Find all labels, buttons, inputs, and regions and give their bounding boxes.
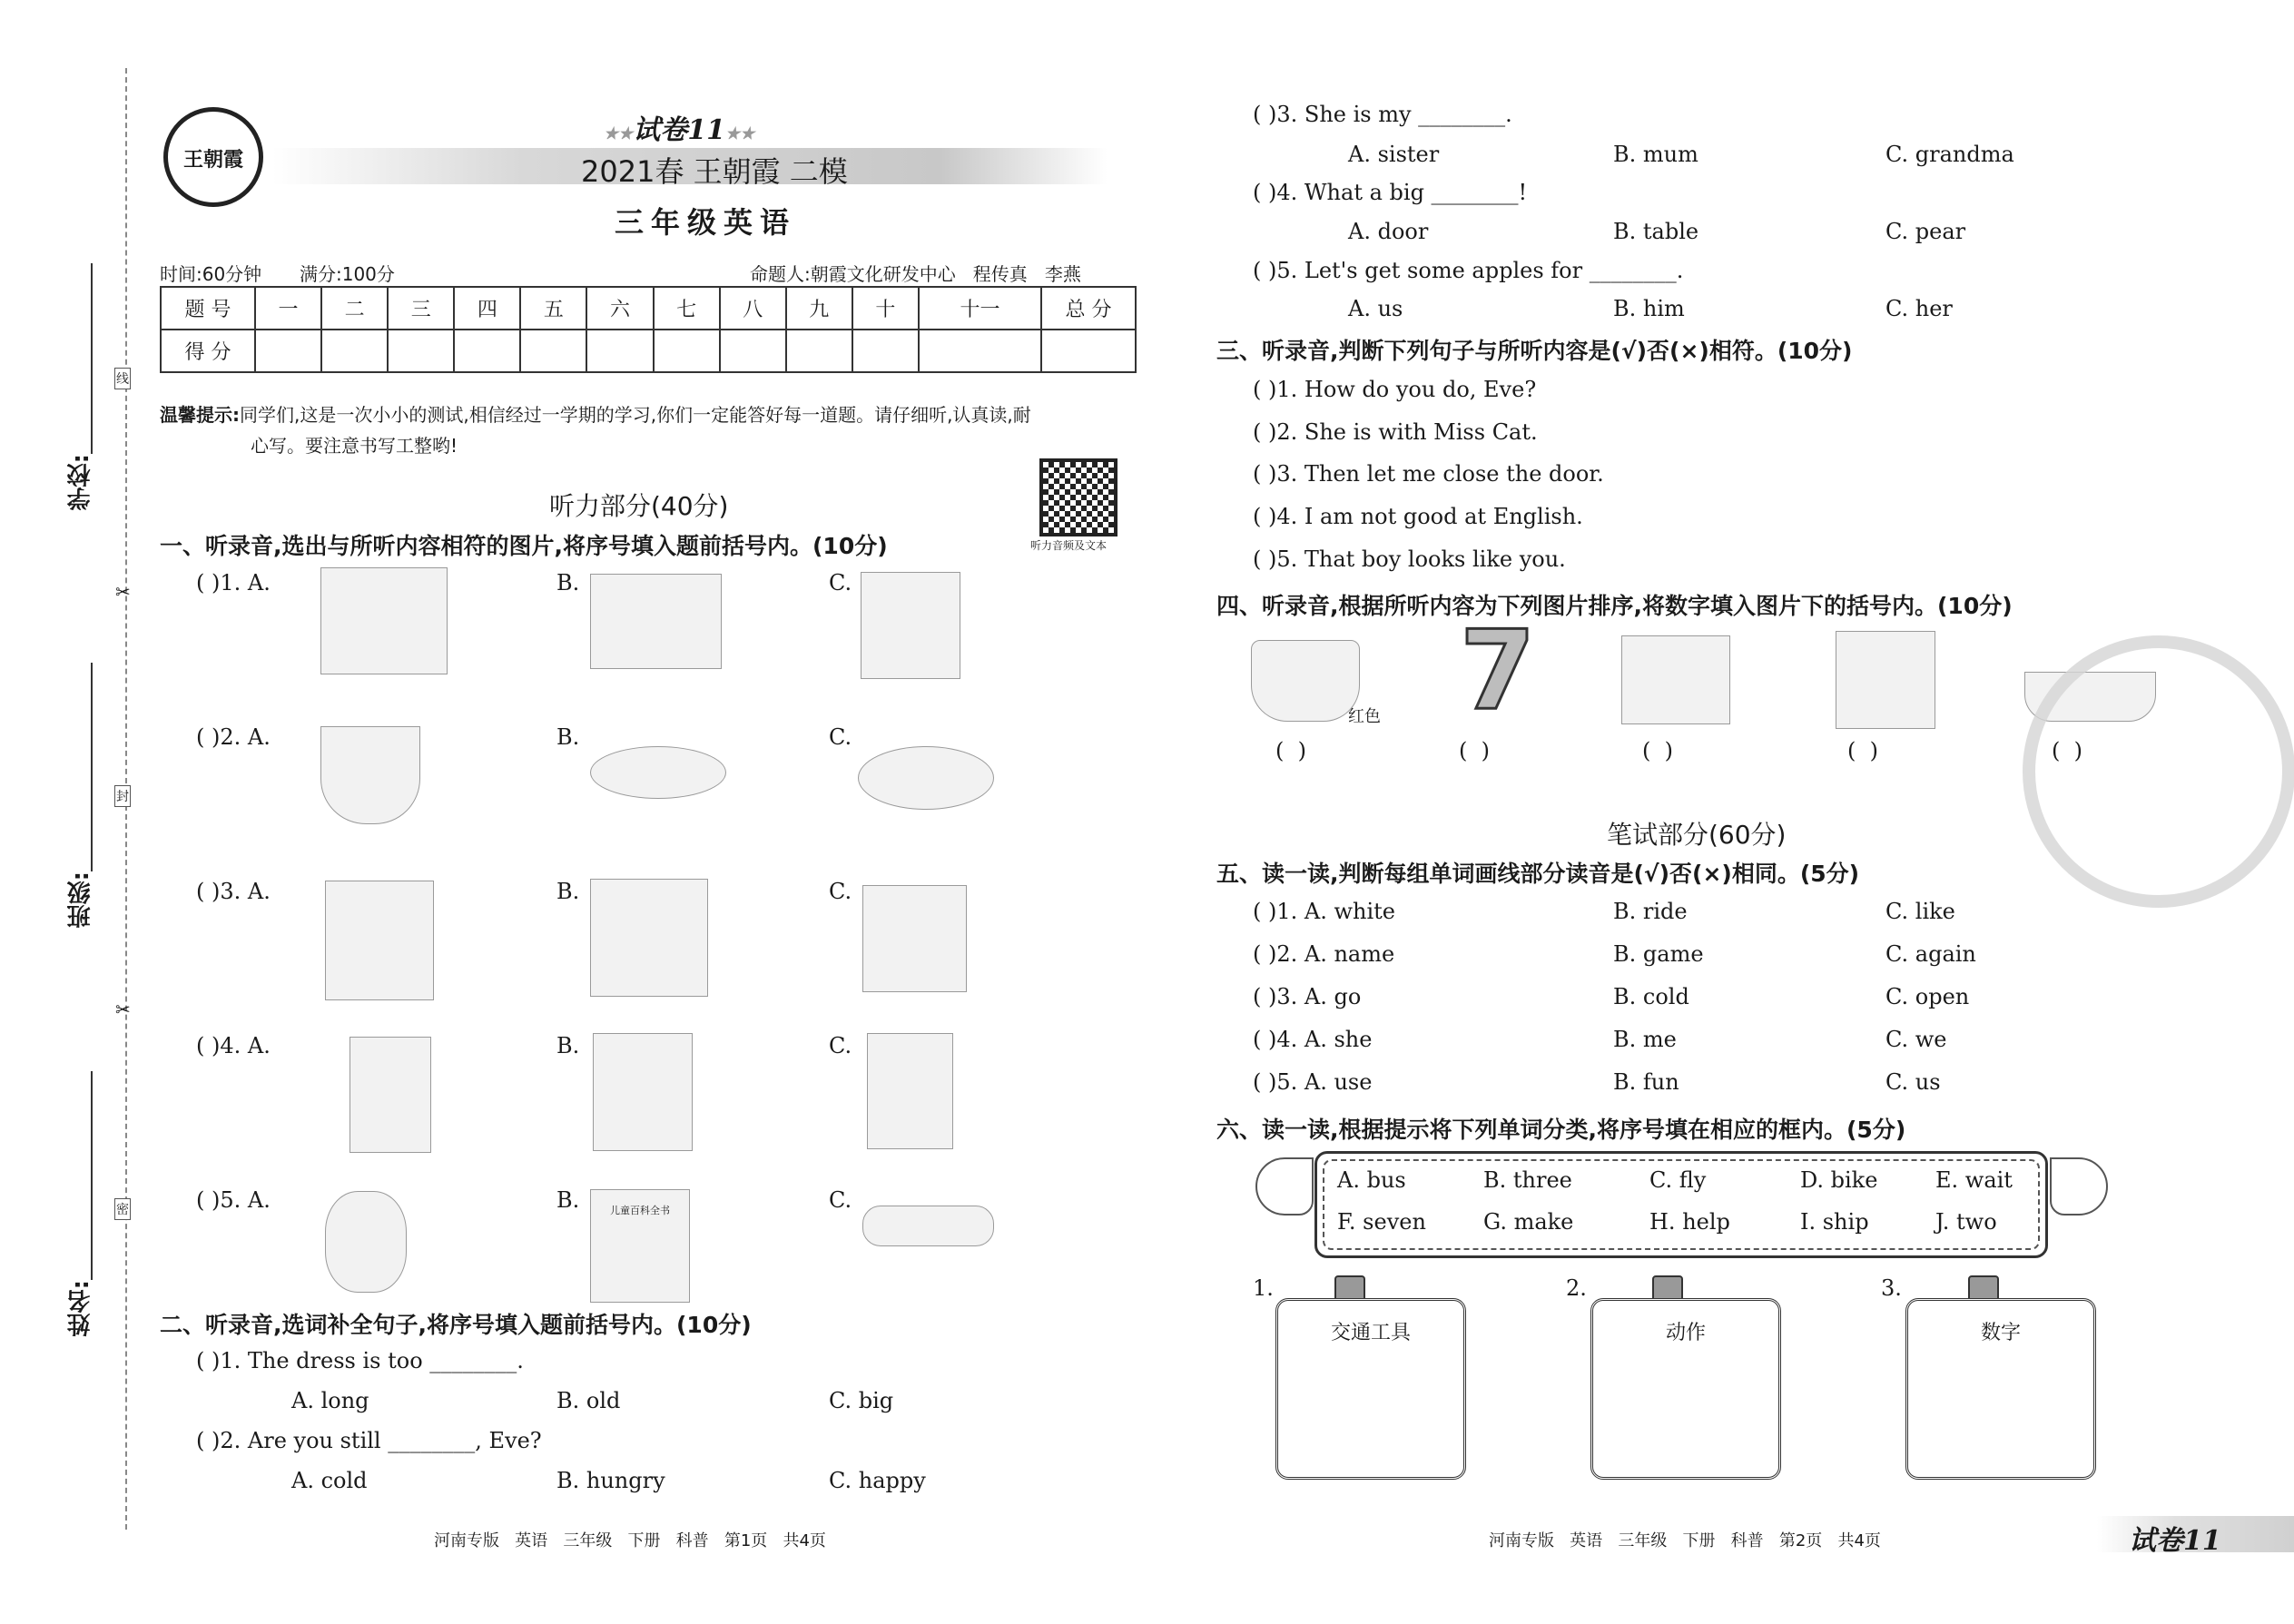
school-line xyxy=(91,263,93,454)
sec2-q1-b: B. old xyxy=(556,1388,621,1413)
box-1-num: 1. xyxy=(1253,1275,1274,1301)
tip-label: 温馨提示: xyxy=(160,404,240,426)
class-line xyxy=(91,663,93,871)
girl-with-cake-image xyxy=(350,1037,431,1153)
name-line xyxy=(91,1071,93,1280)
seal-line-mark: 线 xyxy=(114,368,131,389)
word-i: I. ship xyxy=(1800,1209,1869,1235)
number-seven: 7 xyxy=(1460,608,1536,734)
sec4-bracket-1[interactable]: ( ) xyxy=(1275,738,1306,763)
authors: 命题人:朝霞文化研发中心 程传真 李燕 xyxy=(750,263,1081,285)
sec2-q4-c: C. pear xyxy=(1885,219,1966,244)
word-h: H. help xyxy=(1649,1209,1730,1235)
tip: 温馨提示:同学们,这是一次小小的测试,相信经过一学期的学习,你们一定能答好每一道题。请仔细听,认真读,耐 心写。要注意书写工整哟! xyxy=(160,404,1031,457)
box-2-num: 2. xyxy=(1566,1275,1587,1301)
sec5-q1: ( )1. A. white xyxy=(1253,899,1395,924)
score-cell[interactable] xyxy=(852,330,919,372)
score-cell[interactable] xyxy=(388,330,454,372)
sec5-q4: ( )4. A. she xyxy=(1253,1027,1373,1052)
airplane-image xyxy=(862,1206,994,1246)
sec5-q3-c: C. open xyxy=(1885,984,1970,1009)
sec2-q4-b: B. table xyxy=(1613,219,1699,244)
score-value-row: 得 分 xyxy=(161,330,1136,372)
sec2-q5: ( )5. Let's get some apples for ________. xyxy=(1253,258,1684,283)
logo-emblem: 王朝霞 xyxy=(163,107,263,207)
sec2-q1-c: C. big xyxy=(829,1388,894,1413)
seal-close-mark: 密 xyxy=(114,1198,131,1220)
star-icon: ★★ xyxy=(604,124,634,143)
sec2-q1-a: A. long xyxy=(291,1388,369,1413)
score-cell[interactable] xyxy=(720,330,786,372)
sec5-q5-b: B. fun xyxy=(1613,1069,1679,1095)
sec5-q2-b: B. game xyxy=(1613,941,1704,967)
sec5-q2: ( )2. A. name xyxy=(1253,941,1395,967)
wing-left-icon xyxy=(1255,1157,1314,1216)
sec4-bracket-3[interactable]: ( ) xyxy=(1642,738,1673,763)
bikes-image xyxy=(320,567,448,674)
sec2-q2: ( )2. Are you still ________, Eve? xyxy=(196,1428,542,1453)
word-a: A. bus xyxy=(1337,1167,1406,1193)
sec2-q3: ( )3. She is my ________. xyxy=(1253,102,1512,127)
sec2-q2-a: A. cold xyxy=(291,1468,368,1493)
score-header-row: 题 号 一 二 三 四 五 六 七 八 九 十 十一 总 分 xyxy=(161,287,1136,330)
sec3-q4: ( )4. I am not good at English. xyxy=(1253,504,1583,529)
word-b: B. three xyxy=(1483,1167,1572,1193)
listening-title: 听力部分(40分) xyxy=(549,491,729,521)
sec1-title: 一、听录音,选出与所听内容相符的图片,将序号填入题前括号内。(10分) xyxy=(160,533,888,559)
boy-girl-image xyxy=(1836,631,1935,729)
sec2-q5-a: A. us xyxy=(1348,296,1403,321)
writing-title: 笔试部分(60分) xyxy=(1607,820,1787,850)
street-kids-image xyxy=(1621,635,1730,724)
score-cell[interactable] xyxy=(255,330,321,372)
time-info: 时间:60分钟 xyxy=(160,263,262,285)
book-image: 儿童百科全书 xyxy=(590,1189,690,1303)
sec6-title: 六、读一读,根据提示将下列单词分类,将序号填在相应的框内。(5分) xyxy=(1216,1117,1906,1143)
sec3-q1: ( )1. How do you do, Eve? xyxy=(1253,377,1537,402)
score-cell[interactable] xyxy=(786,330,852,372)
paper-label: ★★试卷11★★ xyxy=(604,114,755,146)
qr-code-icon xyxy=(1039,458,1117,536)
sec2-q5-b: B. him xyxy=(1613,296,1685,321)
box-3-num: 3. xyxy=(1881,1275,1902,1301)
kids-playing-image xyxy=(590,574,722,669)
category-box-transport[interactable]: 交通工具 xyxy=(1275,1298,1466,1480)
sec5-q3-b: B. cold xyxy=(1613,984,1689,1009)
exam-title: 2021春 王朝霞 二模 xyxy=(581,154,848,189)
sec4-bracket-2[interactable]: ( ) xyxy=(1459,738,1490,763)
sec5-q2-c: C. again xyxy=(1885,941,1976,967)
sec3-q2: ( )2. She is with Miss Cat. xyxy=(1253,419,1538,445)
sec4-bracket-5[interactable]: ( ) xyxy=(2052,738,2082,763)
sec2-q3-a: A. sister xyxy=(1348,142,1440,167)
sec5-q1-b: B. ride xyxy=(1613,899,1688,924)
sec5-q3: ( )3. A. go xyxy=(1253,984,1362,1009)
sec2-q2-b: B. hungry xyxy=(556,1468,665,1493)
qr-caption: 听力音频及文本 xyxy=(1030,539,1108,552)
score-cell[interactable] xyxy=(321,330,388,372)
wing-right-icon xyxy=(2050,1157,2108,1216)
doll-on-box-image xyxy=(325,881,434,1000)
sec5-q4-c: C. we xyxy=(1885,1027,1947,1052)
sec5-q5-c: C. us xyxy=(1885,1069,1941,1095)
sec2-q5-c: C. her xyxy=(1885,296,1953,321)
seal-seal-mark: 封 xyxy=(114,785,131,807)
name-label: 姓名: xyxy=(67,1280,94,1337)
star-icon: ★★ xyxy=(725,124,755,143)
sec2-q1: ( )1. The dress is too ________. xyxy=(196,1348,524,1373)
sec3-title: 三、听录音,判断下列句子与所听内容是(√)否(×)相符。(10分) xyxy=(1216,338,1853,364)
footer-right: 河南专版 英语 三年级 下册 科普 第2页 共4页 xyxy=(1489,1531,1881,1550)
word-d: D. bike xyxy=(1800,1167,1878,1193)
word-j: J. two xyxy=(1935,1209,1997,1235)
word-e: E. wait xyxy=(1935,1167,2013,1193)
score-cell[interactable] xyxy=(1041,330,1136,372)
word-c: C. fly xyxy=(1649,1167,1707,1193)
red-label: 红色 xyxy=(1348,707,1381,726)
score-cell[interactable] xyxy=(586,330,653,372)
score-cell[interactable] xyxy=(919,330,1041,372)
teddy-bear-image xyxy=(325,1191,407,1293)
score-cell[interactable] xyxy=(454,330,520,372)
score-info: 满分:100分 xyxy=(300,263,395,285)
sec2-q4: ( )4. What a big ________! xyxy=(1253,180,1528,205)
skirt-image xyxy=(1251,640,1360,722)
doll-in-box-image xyxy=(590,879,708,997)
girl-singing-image xyxy=(867,1033,953,1149)
seal-watermark-icon xyxy=(2023,635,2294,908)
sec2-title: 二、听录音,选词补全句子,将序号填入题前括号内。(10分) xyxy=(160,1312,752,1338)
bread-plate-image xyxy=(590,746,726,799)
word-f: F. seven xyxy=(1337,1209,1426,1235)
word-g: G. make xyxy=(1483,1209,1574,1235)
sec5-q5: ( )5. A. use xyxy=(1253,1069,1373,1095)
doll-on-bed-image xyxy=(862,885,967,992)
sec3-q3: ( )3. Then let me close the door. xyxy=(1253,461,1604,487)
category-box-numbers[interactable]: 数字 xyxy=(1905,1298,2096,1480)
girl-at-desk-image xyxy=(593,1033,693,1151)
sec5-q4-b: B. me xyxy=(1613,1027,1677,1052)
class-label: 班级: xyxy=(67,871,94,929)
sec5-title: 五、读一读,判断每组单词画线部分读音是(√)否(×)相同。(5分) xyxy=(1216,861,1860,887)
sec2-q2-c: C. happy xyxy=(829,1468,926,1493)
scissors-icon: ✂ xyxy=(115,581,131,603)
school-label: 学校: xyxy=(67,454,94,511)
footer-left: 河南专版 英语 三年级 下册 科普 第1页 共4页 xyxy=(434,1531,826,1550)
category-box-actions[interactable]: 动作 xyxy=(1590,1298,1781,1480)
sec4-title: 四、听录音,根据所听内容为下列图片排序,将数字填入图片下的括号内。(10分) xyxy=(1216,593,2013,619)
scissors-icon: ✂ xyxy=(115,999,131,1020)
score-cell[interactable] xyxy=(654,330,720,372)
kids-eating-image xyxy=(861,572,960,679)
noodle-bowl-image xyxy=(320,726,420,824)
sec2-q3-c: C. grandma xyxy=(1885,142,2014,167)
sec3-q5: ( )5. That boy looks like you. xyxy=(1253,546,1566,572)
footer-badge: 试卷11 xyxy=(2129,1525,2221,1557)
eggs-plate-image xyxy=(858,746,994,810)
sec5-q1-c: C. like xyxy=(1885,899,1955,924)
sec2-q4-a: A. door xyxy=(1348,219,1429,244)
subject-title: 三年级英语 xyxy=(615,205,797,240)
sec2-q3-b: B. mum xyxy=(1613,142,1698,167)
score-cell[interactable] xyxy=(520,330,586,372)
score-table xyxy=(160,286,1137,373)
sec4-bracket-4[interactable]: ( ) xyxy=(1847,738,1878,763)
